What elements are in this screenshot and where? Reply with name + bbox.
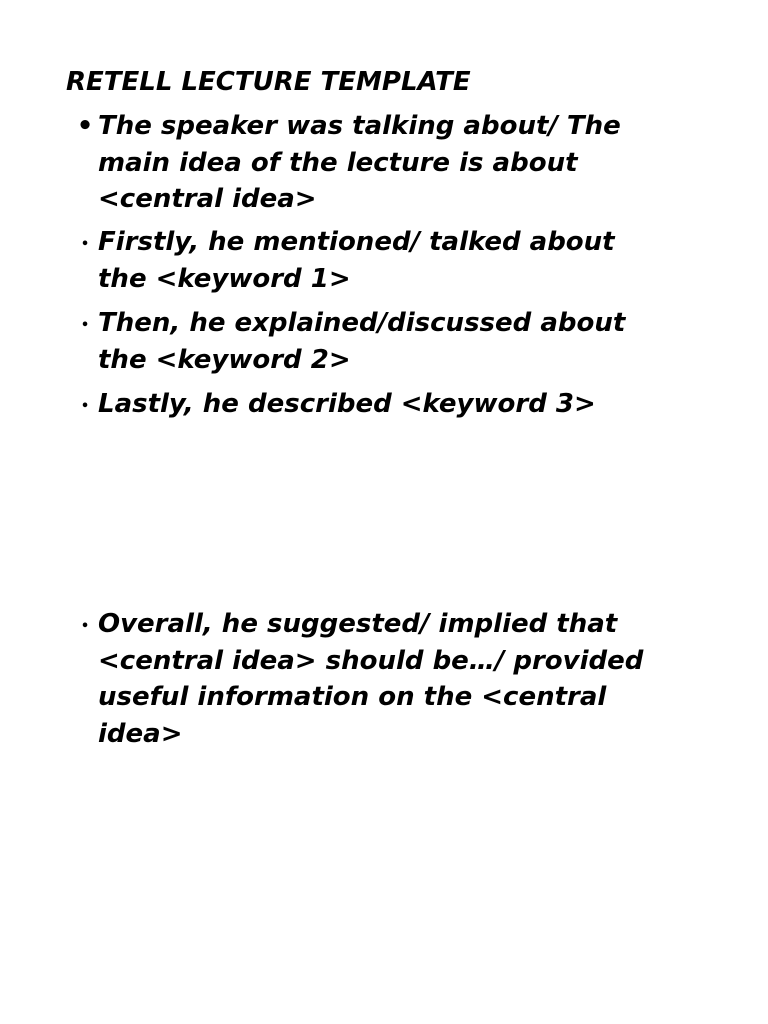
bullet-icon: • (80, 399, 90, 414)
page-title: RETELL LECTURE TEMPLATE (66, 67, 471, 97)
list-item-text: Lastly, he described <keyword 3> (98, 389, 596, 419)
list-item-text: Overall, he suggested/ implied that <central idea> should be…/ provided useful information on the <central idea> (98, 609, 644, 749)
list-item-text: The speaker was talking about/ The main idea of the lecture is about <central idea> (98, 111, 621, 214)
list-item-speaker-topic (72, 108, 692, 218)
bullet-icon: • (80, 318, 90, 333)
list-item-conclusion (72, 606, 692, 752)
list-item-keyword-1 (72, 224, 692, 297)
list-item-keyword-2 (72, 305, 692, 378)
list-item-text: Then, he explained/discussed about the <keyword 2> (98, 308, 626, 375)
list-item-keyword-3 (72, 386, 692, 428)
bullet-icon: • (76, 111, 94, 141)
bullet-icon: • (80, 237, 90, 252)
bullet-icon: • (80, 619, 90, 634)
list-item-text: Firstly, he mentioned/ talked about the <keyword 1> (98, 227, 615, 294)
